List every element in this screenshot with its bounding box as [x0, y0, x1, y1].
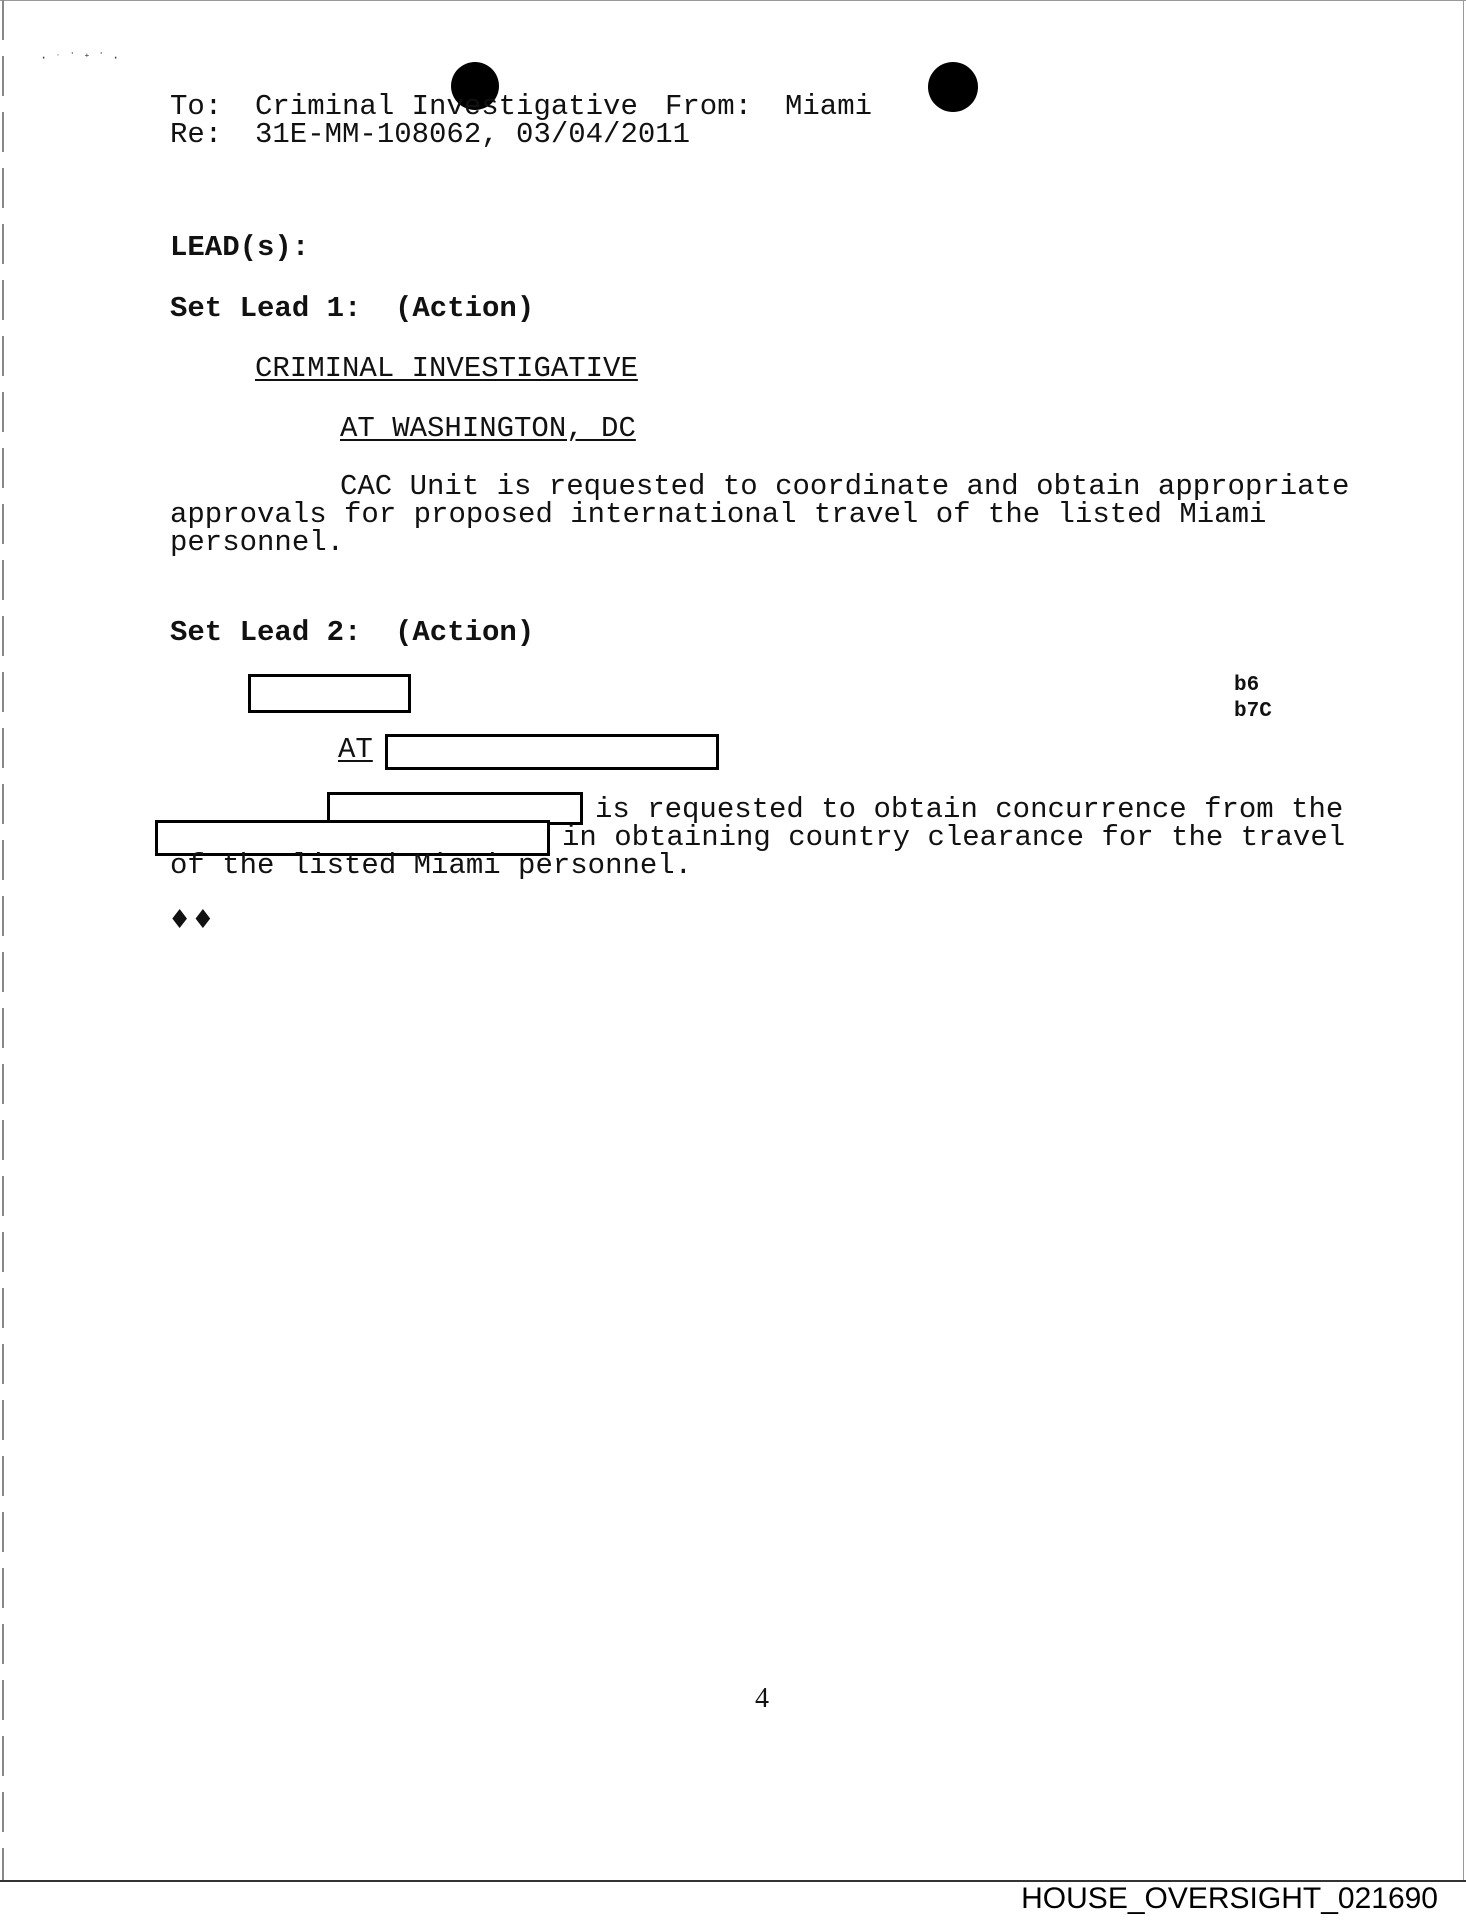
from-value: Miami: [785, 90, 873, 123]
page-number: 4: [755, 1683, 769, 1714]
page-top-border: [0, 0, 1466, 1]
exemption-b6: b6: [1234, 674, 1260, 697]
to-value: Criminal Investigative: [255, 90, 638, 123]
punch-hole-right: [928, 62, 978, 112]
leads-heading: LEAD(s):: [170, 231, 310, 264]
from-label: From:: [665, 90, 753, 123]
page-right-border: [1463, 0, 1464, 1880]
re-label: Re:: [170, 118, 223, 151]
redaction-office: [248, 674, 411, 713]
end-marks: ♦♦: [168, 905, 215, 935]
lead2-at-label: AT: [338, 733, 373, 766]
lead1-body-line1: CAC Unit is requested to coordinate and obtain appropriate: [340, 470, 1350, 503]
lead2-body-line2: in obtaining country clearance for the travel: [562, 821, 1346, 854]
redaction-location: [385, 734, 719, 770]
lead2-body-line1: is requested to obtain concurrence from the: [595, 793, 1344, 826]
exemption-b7c: b7C: [1234, 700, 1272, 723]
lead2-body-line3: of the listed Miami personnel.: [170, 849, 693, 882]
lead2-type: (Action): [395, 616, 535, 649]
lead1-office: CRIMINAL INVESTIGATIVE: [255, 352, 638, 385]
bates-number: HOUSE_OVERSIGHT_021690: [1021, 1882, 1438, 1915]
lead1-location: AT WASHINGTON, DC: [340, 412, 636, 445]
lead1-title: Set Lead 1:: [170, 292, 362, 325]
lead1-body-line2: approvals for proposed international travel of the listed Miami: [170, 498, 1267, 531]
lead1-type: (Action): [395, 292, 535, 325]
lead1-body-line3: personnel.: [170, 526, 345, 559]
page-left-border: [2, 0, 4, 1880]
lead2-title: Set Lead 2:: [170, 616, 362, 649]
to-label: To:: [170, 90, 223, 123]
scan-specks: · ˑ ˙ ⁺ ˙ ·: [40, 51, 120, 65]
re-value: 31E-MM-108062, 03/04/2011: [255, 118, 691, 151]
